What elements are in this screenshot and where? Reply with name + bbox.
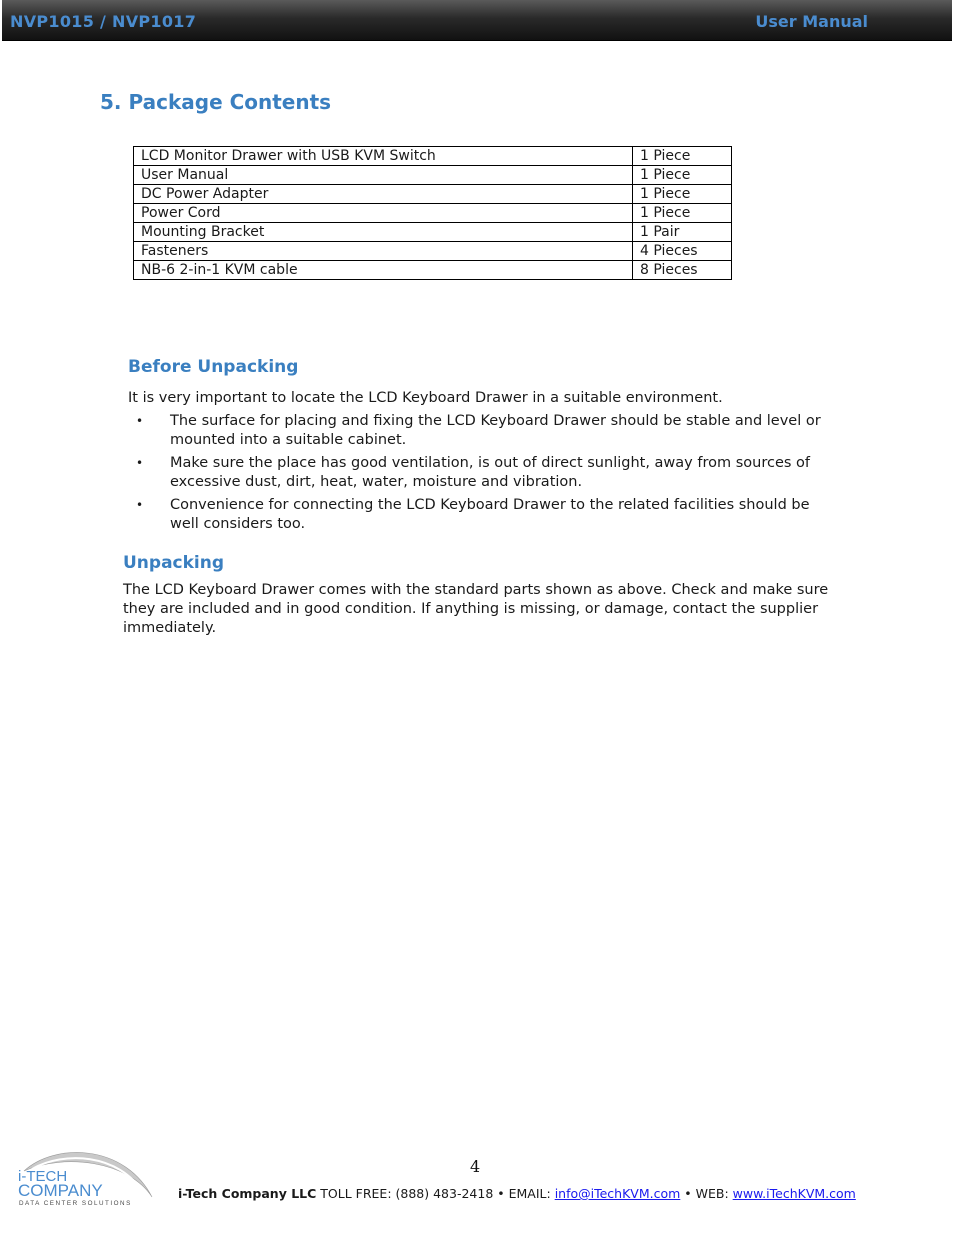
footer-company: i-Tech Company LLC: [178, 1186, 317, 1201]
page-number: 4: [470, 1157, 481, 1176]
before-unpacking-list: [128, 412, 833, 538]
item-cell: DC Power Adapter: [134, 185, 633, 204]
qty-cell: 1 Piece: [633, 185, 732, 204]
header-product-title: NVP1015 / NVP1017: [10, 12, 197, 31]
qty-cell: 1 Pair: [633, 223, 732, 242]
item-cell: Mounting Bracket: [134, 223, 633, 242]
qty-cell: 4 Pieces: [633, 242, 732, 261]
table-row: [134, 147, 732, 166]
itech-company-logo: [14, 1145, 159, 1207]
footer-tollfree: TOLL FREE: (888) 483-2418 • EMAIL:: [316, 1186, 555, 1201]
list-item-text: Make sure the place has good ventilation, is out of direct sunlight, away from sources of excessive dust, dirt, heat, water, moisture and vibration.: [170, 455, 811, 490]
list-item: [128, 454, 833, 492]
section-title: 5. Package Contents: [100, 90, 332, 114]
before-unpacking-intro: It is very important to locate the LCD Keyboard Drawer in a suitable environment.: [128, 390, 723, 406]
page-footer: [178, 1186, 856, 1201]
table-row: [134, 261, 732, 280]
unpacking-heading: Unpacking: [123, 553, 225, 573]
list-item-text: Convenience for connecting the LCD Keyboard Drawer to the related facilities should be well considers too.: [170, 497, 810, 532]
qty-cell: 1 Piece: [633, 166, 732, 185]
logo-line1: i-TECH: [18, 1168, 68, 1185]
logo-line2: COMPANY: [18, 1181, 103, 1200]
item-cell: User Manual: [134, 166, 633, 185]
logo-tagline: DATA CENTER SOLUTIONS: [19, 1200, 132, 1207]
qty-cell: 1 Piece: [633, 147, 732, 166]
footer-web-link[interactable]: www.iTechKVM.com: [732, 1186, 856, 1201]
item-cell: NB-6 2-in-1 KVM cable: [134, 261, 633, 280]
footer-web-label: • WEB:: [680, 1186, 733, 1201]
list-item-text: The surface for placing and fixing the LCD Keyboard Drawer should be stable and level or mounted into a suitable cabinet.: [170, 413, 821, 448]
logo-swoosh-icon: [14, 1145, 159, 1207]
package-contents-table: [133, 146, 732, 280]
table-row: [134, 204, 732, 223]
item-cell: LCD Monitor Drawer with USB KVM Switch: [134, 147, 633, 166]
qty-cell: 1 Piece: [633, 204, 732, 223]
footer-email-link[interactable]: info@iTechKVM.com: [554, 1186, 681, 1201]
bullet-glyph: •: [136, 456, 144, 470]
list-item: [128, 412, 833, 450]
table-row: [134, 185, 732, 204]
bullet-glyph: •: [136, 414, 144, 428]
qty-cell: 8 Pieces: [633, 261, 732, 280]
table-row: [134, 223, 732, 242]
header-manual-title: User Manual: [755, 12, 868, 31]
page-header: [2, 0, 952, 41]
item-cell: Fasteners: [134, 242, 633, 261]
table-row: [134, 166, 732, 185]
table-row: [134, 242, 732, 261]
list-item: [128, 496, 833, 534]
before-unpacking-heading: Before Unpacking: [128, 357, 299, 377]
bullet-glyph: •: [136, 498, 144, 512]
item-cell: Power Cord: [134, 204, 633, 223]
unpacking-text: The LCD Keyboard Drawer comes with the standard parts shown as above. Check and make sure they are included and in good condition. If anything is missing, or damage, contact the supplier immediately.: [123, 582, 829, 636]
